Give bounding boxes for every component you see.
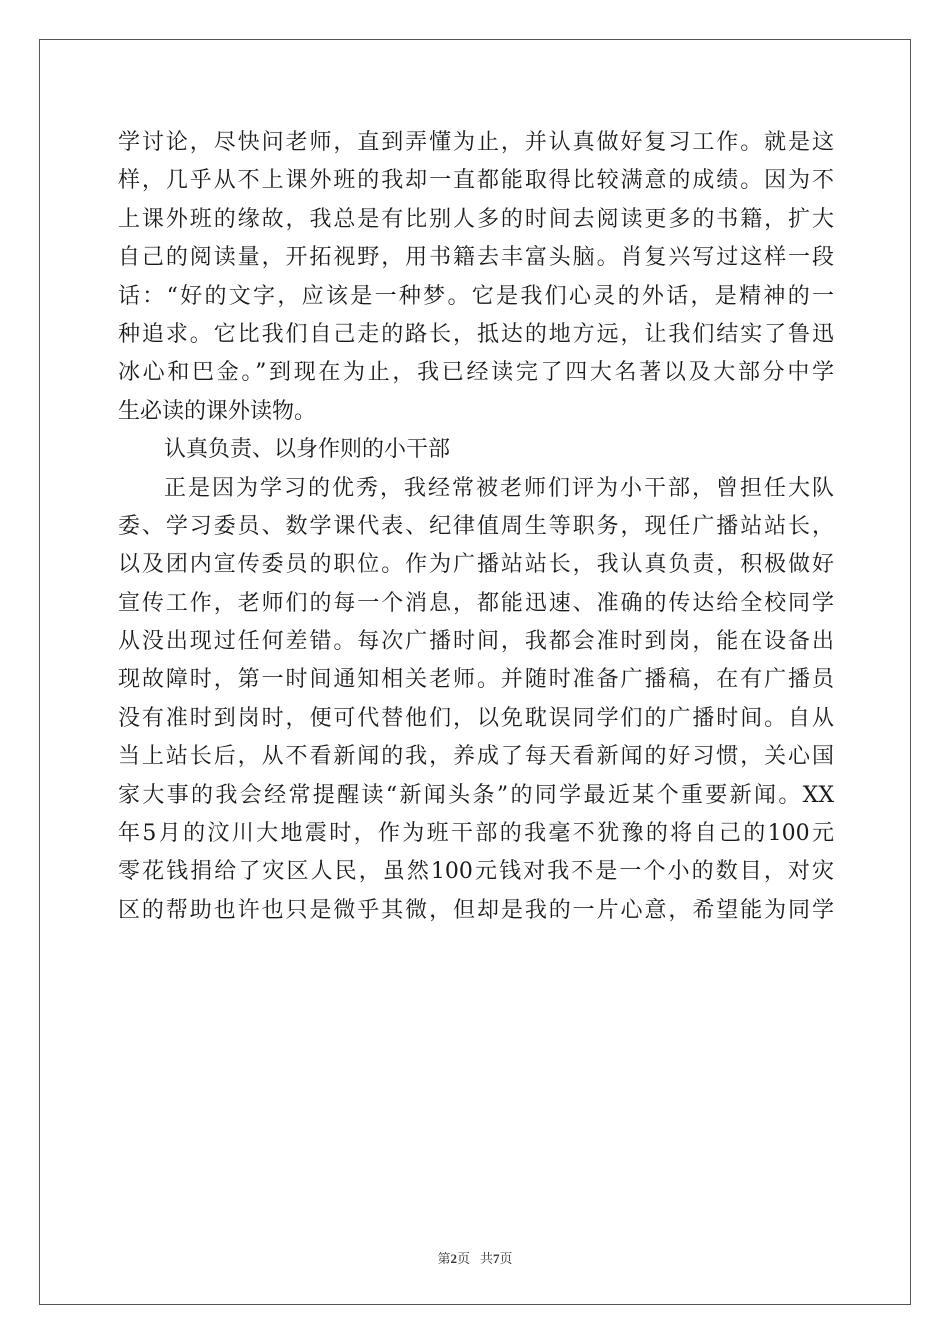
text-line: 委、学习委员、数学课代表、纪律值周生等职务，现任广播站站长， bbox=[118, 513, 834, 539]
paragraph-reading bbox=[118, 124, 834, 431]
text-line: 从没出现过任何差错。每次广播时间，我都会准时到岗，能在设备出 bbox=[118, 629, 834, 655]
heading-line: 认真负责、以身作则的小干部 bbox=[164, 437, 451, 463]
text-line: 上课外班的缘故，我总是有比别人多的时间去阅读更多的书籍，扩大 bbox=[118, 206, 834, 232]
text-line: 区的帮助也许也只是微乎其微，但却是我的一片心意，希望能为同学 bbox=[118, 897, 834, 923]
text-line: 家大事的我会经常提醒读“新闻头条”的同学最近某个重要新闻。XX bbox=[118, 782, 834, 808]
total-page-number: 7 bbox=[493, 1251, 500, 1266]
text-line: 零花钱捐给了灾区人民，虽然100元钱对我不是一个小的数目，对灾 bbox=[118, 859, 834, 885]
text-line: 生必读的课外读物。 bbox=[118, 398, 317, 424]
total-prefix: 共 bbox=[480, 1251, 494, 1266]
text-line: 正是因为学习的优秀，我经常被老师们评为小干部，曾担任大队 bbox=[164, 475, 834, 501]
text-line: 样，几乎从不上课外班的我却一直都能取得比较满意的成绩。因为不 bbox=[118, 168, 834, 194]
current-page-number: 2 bbox=[450, 1251, 457, 1266]
text-line: 宣传工作，老师们的每一个消息，都能迅速、准确的传达给全校同学 bbox=[118, 590, 834, 616]
page-footer bbox=[0, 1248, 950, 1267]
text-line: 冰心和巴金。”到现在为止，我已经读完了四大名著以及大部分中学 bbox=[118, 360, 834, 386]
page-prefix: 第 bbox=[437, 1251, 451, 1266]
text-line: 没有准时到岗时，便可代替他们，以免耽误同学们的广播时间。自从 bbox=[118, 705, 834, 731]
text-line: 学讨论，尽快问老师，直到弄懂为止，并认真做好复习工作。就是这 bbox=[118, 130, 834, 155]
document-body bbox=[118, 124, 834, 930]
total-suffix: 页 bbox=[499, 1251, 513, 1266]
text-line: 以及团内宣传委员的职位。作为广播站站长，我认真负责，积极做好 bbox=[118, 552, 834, 578]
text-line: 当上站长后，从不看新闻的我，养成了每天看新闻的好习惯，关心国 bbox=[118, 744, 834, 770]
text-line: 种追求。它比我们自己走的路长，抵达的地方远，让我们结实了鲁迅 bbox=[118, 321, 834, 347]
text-line: 年5月的汶川大地震时，作为班干部的我毫不犹豫的将自己的100元 bbox=[118, 821, 834, 847]
text-line: 自己的阅读量，开拓视野，用书籍去丰富头脑。肖复兴写过这样一段 bbox=[118, 245, 834, 271]
paragraph-cadre bbox=[118, 470, 834, 931]
page-suffix: 页 bbox=[456, 1251, 470, 1266]
section-heading bbox=[118, 431, 834, 469]
text-line: 现故障时，第一时间通知相关老师。并随时准备广播稿，在有广播员 bbox=[118, 667, 834, 693]
text-line: 话：“好的文字，应该是一种梦。它是我们心灵的外话，是精神的一 bbox=[118, 283, 834, 309]
